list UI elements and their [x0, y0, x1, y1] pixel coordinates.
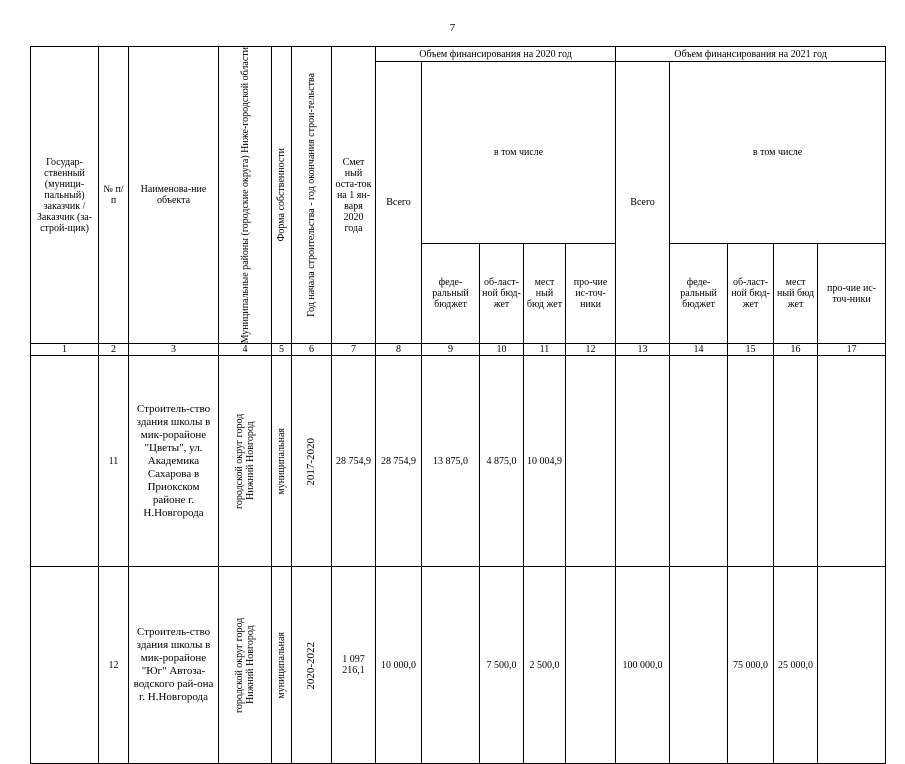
cell-local-2020: 2 500,0 [524, 567, 566, 764]
column-number: 4 [219, 344, 272, 356]
cell-district: городской округ город Нижний Новгород [219, 356, 272, 567]
column-number: 2 [99, 344, 129, 356]
column-number: 8 [376, 344, 422, 356]
cell-regional-2021: 75 000,0 [728, 567, 774, 764]
cell-years: 2020-2022 [292, 567, 332, 764]
column-number: 14 [670, 344, 728, 356]
table-row [31, 567, 886, 764]
cell-object-name: Строитель-ство здания школы в мик-рорайоне "Цветы", ул. Академика Сахарова в Приокском районе г. Н.Новгорода [129, 356, 219, 567]
cell-total-2020: 10 000,0 [376, 567, 422, 764]
cell-local-2021: 25 000,0 [774, 567, 818, 764]
cell-ownership: муниципальная [272, 356, 292, 567]
header-regional-2020: об-ласт-ной бюд-жет [480, 244, 524, 344]
cell-district: городской округ город Нижний Новгород [219, 567, 272, 764]
cell-total-2021 [616, 356, 670, 567]
column-number: 10 [480, 344, 524, 356]
column-number: 11 [524, 344, 566, 356]
column-number: 6 [292, 344, 332, 356]
cell-federal-2021 [670, 356, 728, 567]
cell-object-name: Строитель-ство здания школы в мик-рорайоне "Юг" Автоза-водского рай-она г. Н.Новгорода [129, 567, 219, 764]
column-number: 7 [332, 344, 376, 356]
cell-local-2021 [774, 356, 818, 567]
header-fin-2021: Объем финансирования на 2021 год [616, 47, 886, 62]
column-number: 1 [31, 344, 99, 356]
cell-regional-2020: 4 875,0 [480, 356, 524, 567]
cell-customer [31, 567, 99, 764]
cell-federal-2020 [422, 567, 480, 764]
cell-federal-2020: 13 875,0 [422, 356, 480, 567]
cell-estimate: 28 754,9 [332, 356, 376, 567]
column-number: 12 [566, 344, 616, 356]
header-other-2021: про-чие ис-точ-ники [818, 244, 886, 344]
column-number: 9 [422, 344, 480, 356]
header-fin-2020: Объем финансирования на 2020 год [376, 47, 616, 62]
cell-number: 12 [99, 567, 129, 764]
cell-estimate: 1 097 216,1 [332, 567, 376, 764]
header-federal-2020: феде-ральный бюджет [422, 244, 480, 344]
table-row [31, 356, 886, 567]
cell-other-2020 [566, 567, 616, 764]
cell-federal-2021 [670, 567, 728, 764]
header-years: Год начала строительства - год окончания строи-тельства [292, 47, 332, 344]
header-other-2020: про-чие ис-точ-ники [566, 244, 616, 344]
header-federal-2021: феде-ральный бюджет [670, 244, 728, 344]
header-total-2021: Всего [616, 62, 670, 344]
header-number: № п/п [99, 47, 129, 344]
cell-ownership: муниципальная [272, 567, 292, 764]
header-district: Муниципальные районы (городские округа) Ниже-городской области [219, 47, 272, 344]
header-ownership: Форма собственности [272, 47, 292, 344]
header-row-1 [31, 47, 886, 62]
page-number: 7 [449, 22, 456, 34]
cell-customer [31, 356, 99, 567]
header-local-2021: мест ный бюд жет [774, 244, 818, 344]
cell-total-2021: 100 000,0 [616, 567, 670, 764]
header-customer: Государ-ственный (муници-пальный) заказчик / Заказчик (за-строй-щик) [31, 47, 99, 344]
cell-other-2020 [566, 356, 616, 567]
column-number: 3 [129, 344, 219, 356]
header-regional-2021: об-ласт-ной бюд-жет [728, 244, 774, 344]
cell-other-2021 [818, 567, 886, 764]
cell-other-2021 [818, 356, 886, 567]
column-number-row [31, 344, 886, 356]
column-number: 17 [818, 344, 886, 356]
header-estimate: Смет ный оста-ток на 1 ян-варя 2020 года [332, 47, 376, 344]
column-number: 13 [616, 344, 670, 356]
cell-number: 11 [99, 356, 129, 567]
header-object-name: Наименова-ние объекта [129, 47, 219, 344]
cell-local-2020: 10 004,9 [524, 356, 566, 567]
cell-total-2020: 28 754,9 [376, 356, 422, 567]
header-local-2020: мест ный бюд жет [524, 244, 566, 344]
cell-regional-2020: 7 500,0 [480, 567, 524, 764]
column-number: 5 [272, 344, 292, 356]
header-incl-2021: в том числе [670, 62, 886, 244]
column-number: 15 [728, 344, 774, 356]
column-number: 16 [774, 344, 818, 356]
cell-regional-2021 [728, 356, 774, 567]
header-total-2020: Всего [376, 62, 422, 344]
financing-table [30, 46, 886, 764]
header-incl-2020: в том числе [422, 62, 616, 244]
cell-years: 2017-2020 [292, 356, 332, 567]
